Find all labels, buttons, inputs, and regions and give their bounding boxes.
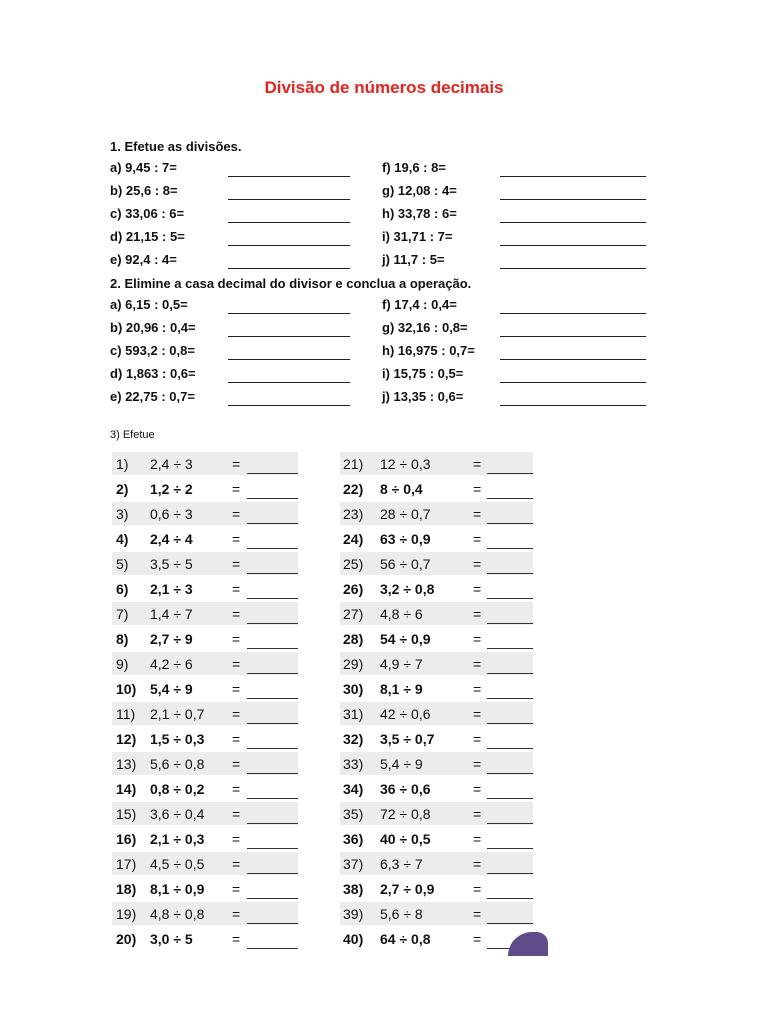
exercise-row <box>110 206 650 229</box>
item-number: 17) <box>116 856 137 872</box>
equals-sign: = <box>232 506 241 522</box>
item-expression: 2,1 ÷ 0,3 <box>150 831 205 847</box>
table-row <box>340 526 533 551</box>
answer-blank[interactable] <box>247 898 298 899</box>
item-expression: 1,4 ÷ 7 <box>150 606 193 622</box>
answer-blank[interactable] <box>247 648 298 649</box>
item-expression: 4,8 ÷ 6 <box>380 606 423 622</box>
exercise-item: b) 20,96 : 0,4= <box>110 320 196 335</box>
item-number: 4) <box>116 531 129 547</box>
table-row <box>340 751 533 776</box>
exercise-item: j) 11,7 : 5= <box>382 252 445 267</box>
answer-blank[interactable] <box>247 873 298 874</box>
row-background <box>340 702 533 725</box>
answer-blank[interactable] <box>247 748 298 749</box>
item-expression: 3,5 ÷ 0,7 <box>380 731 435 747</box>
row-background <box>340 552 533 575</box>
table-row <box>340 501 533 526</box>
answer-line[interactable] <box>228 359 350 360</box>
equals-sign: = <box>232 931 241 947</box>
answer-blank[interactable] <box>487 748 533 749</box>
item-number: 10) <box>116 681 137 697</box>
item-number: 31) <box>343 706 364 722</box>
item-number: 12) <box>116 731 137 747</box>
page-title: Divisão de números decimais <box>264 78 504 97</box>
exercise-item: b) 25,6 : 8= <box>110 183 178 198</box>
exercise-item: i) 31,71 : 7= <box>382 229 453 244</box>
table-row <box>112 851 298 876</box>
item-expression: 42 ÷ 0,6 <box>380 706 431 722</box>
answer-line[interactable] <box>228 199 350 200</box>
item-expression: 56 ÷ 0,7 <box>380 556 431 572</box>
section-2-exercises <box>110 297 650 412</box>
exercise-item: g) 12,08 : 4= <box>382 183 457 198</box>
exercise-item: a) 6,15 : 0,5= <box>110 297 188 312</box>
equals-sign: = <box>473 481 482 497</box>
answer-blank[interactable] <box>247 523 298 524</box>
item-expression: 2,1 ÷ 0,7 <box>150 706 205 722</box>
section-3-label: 3) Efetue <box>110 429 155 441</box>
answer-blank[interactable] <box>247 698 298 699</box>
item-number: 20) <box>116 931 137 947</box>
answer-line[interactable] <box>500 222 646 223</box>
answer-line[interactable] <box>500 176 646 177</box>
answer-blank[interactable] <box>487 923 533 924</box>
table-row <box>340 876 533 901</box>
exercise-row <box>110 389 650 412</box>
equals-sign: = <box>473 806 482 822</box>
answer-line[interactable] <box>500 382 646 383</box>
equals-sign: = <box>232 906 241 922</box>
row-background <box>112 702 298 725</box>
exercise-row <box>110 297 650 320</box>
answer-line[interactable] <box>228 336 350 337</box>
equals-sign: = <box>473 556 482 572</box>
row-background <box>112 802 298 825</box>
item-number: 37) <box>343 856 364 872</box>
item-expression: 12 ÷ 0,3 <box>380 456 431 472</box>
equals-sign: = <box>232 481 241 497</box>
answer-blank[interactable] <box>487 598 533 599</box>
answer-blank[interactable] <box>247 948 298 949</box>
answer-blank[interactable] <box>487 573 533 574</box>
equals-sign: = <box>232 856 241 872</box>
item-expression: 54 ÷ 0,9 <box>380 631 431 647</box>
item-number: 2) <box>116 481 129 497</box>
equals-sign: = <box>473 656 482 672</box>
answer-blank[interactable] <box>487 548 533 549</box>
answer-blank[interactable] <box>247 473 298 474</box>
row-background <box>112 752 298 775</box>
item-expression: 36 ÷ 0,6 <box>380 781 431 797</box>
exercise-item: e) 92,4 : 4= <box>110 252 177 267</box>
table-row <box>340 826 533 851</box>
item-number: 21) <box>343 456 364 472</box>
item-expression: 3,2 ÷ 0,8 <box>380 581 435 597</box>
table-row <box>340 851 533 876</box>
item-expression: 1,2 ÷ 2 <box>150 481 193 497</box>
answer-blank[interactable] <box>247 923 298 924</box>
item-number: 5) <box>116 556 129 572</box>
row-background <box>112 502 298 525</box>
item-expression: 64 ÷ 0,8 <box>380 931 431 947</box>
exercise-row <box>110 229 650 252</box>
answer-line[interactable] <box>500 268 646 269</box>
answer-blank[interactable] <box>247 723 298 724</box>
table-row <box>340 551 533 576</box>
section-1-exercises <box>110 160 650 275</box>
item-expression: 5,4 ÷ 9 <box>150 681 193 697</box>
section-1-heading: 1. Efetue as divisões. <box>110 139 242 154</box>
equals-sign: = <box>473 606 482 622</box>
item-number: 26) <box>343 581 364 597</box>
table-row <box>340 901 533 926</box>
section-2-heading: 2. Elimine a casa decimal do divisor e conclua a operação. <box>110 276 472 291</box>
item-number: 9) <box>116 656 129 672</box>
answer-blank[interactable] <box>487 623 533 624</box>
equals-sign: = <box>232 731 241 747</box>
item-expression: 2,1 ÷ 3 <box>150 581 193 597</box>
row-background <box>340 752 533 775</box>
table-row <box>112 776 298 801</box>
item-number: 25) <box>343 556 364 572</box>
answer-line[interactable] <box>228 245 350 246</box>
answer-line[interactable] <box>228 176 350 177</box>
table-row <box>340 726 533 751</box>
equals-sign: = <box>232 706 241 722</box>
item-number: 19) <box>116 906 137 922</box>
equals-sign: = <box>473 506 482 522</box>
answer-line[interactable] <box>228 268 350 269</box>
item-expression: 63 ÷ 0,9 <box>380 531 431 547</box>
answer-blank[interactable] <box>487 648 533 649</box>
exercise-row <box>110 320 650 343</box>
item-number: 33) <box>343 756 364 772</box>
equals-sign: = <box>232 881 241 897</box>
table-row <box>340 451 533 476</box>
item-expression: 2,4 ÷ 3 <box>150 456 193 472</box>
equals-sign: = <box>473 706 482 722</box>
row-background <box>340 652 533 675</box>
answer-blank[interactable] <box>247 773 298 774</box>
table-row <box>112 751 298 776</box>
exercise-item: i) 15,75 : 0,5= <box>382 366 464 381</box>
answer-line[interactable] <box>228 222 350 223</box>
item-expression: 8,1 ÷ 9 <box>380 681 423 697</box>
equals-sign: = <box>473 456 482 472</box>
equals-sign: = <box>473 581 482 597</box>
answer-line[interactable] <box>500 336 646 337</box>
row-background <box>340 902 533 925</box>
equals-sign: = <box>232 556 241 572</box>
item-number: 39) <box>343 906 364 922</box>
row-background <box>340 802 533 825</box>
item-number: 23) <box>343 506 364 522</box>
equals-sign: = <box>473 856 482 872</box>
item-number: 16) <box>116 831 137 847</box>
equals-sign: = <box>232 756 241 772</box>
item-number: 36) <box>343 831 364 847</box>
item-number: 29) <box>343 656 364 672</box>
item-number: 27) <box>343 606 364 622</box>
item-number: 32) <box>343 731 364 747</box>
row-background <box>112 902 298 925</box>
item-number: 15) <box>116 806 137 822</box>
table-row <box>340 476 533 501</box>
answer-blank[interactable] <box>487 823 533 824</box>
item-number: 6) <box>116 581 129 597</box>
item-expression: 2,7 ÷ 0,9 <box>380 881 435 897</box>
answer-blank[interactable] <box>487 473 533 474</box>
table-row <box>340 676 533 701</box>
table-row <box>340 651 533 676</box>
item-number: 34) <box>343 781 364 797</box>
equals-sign: = <box>232 581 241 597</box>
answer-blank[interactable] <box>487 673 533 674</box>
table-row <box>112 801 298 826</box>
item-expression: 3,5 ÷ 5 <box>150 556 193 572</box>
answer-blank[interactable] <box>247 573 298 574</box>
answer-blank[interactable] <box>247 498 298 499</box>
answer-blank[interactable] <box>247 548 298 549</box>
item-expression: 0,8 ÷ 0,2 <box>150 781 205 797</box>
equals-sign: = <box>473 781 482 797</box>
answer-blank[interactable] <box>487 723 533 724</box>
item-number: 1) <box>116 456 129 472</box>
table-row <box>112 626 298 651</box>
table-row <box>340 926 533 951</box>
answer-blank[interactable] <box>487 848 533 849</box>
item-expression: 5,6 ÷ 0,8 <box>150 756 205 772</box>
exercise-item: c) 593,2 : 0,8= <box>110 343 195 358</box>
equals-sign: = <box>473 906 482 922</box>
item-expression: 0,6 ÷ 3 <box>150 506 193 522</box>
answer-blank[interactable] <box>247 848 298 849</box>
row-background <box>340 502 533 525</box>
item-expression: 3,0 ÷ 5 <box>150 931 193 947</box>
item-expression: 8 ÷ 0,4 <box>380 481 423 497</box>
equals-sign: = <box>232 681 241 697</box>
item-number: 13) <box>116 756 137 772</box>
table-row <box>340 801 533 826</box>
exercise-row <box>110 183 650 206</box>
exercise-item: f) 19,6 : 8= <box>382 160 446 175</box>
equals-sign: = <box>473 681 482 697</box>
item-number: 40) <box>343 931 364 947</box>
item-number: 7) <box>116 606 129 622</box>
item-number: 22) <box>343 481 364 497</box>
table-row <box>112 501 298 526</box>
item-expression: 72 ÷ 0,8 <box>380 806 431 822</box>
item-expression: 4,2 ÷ 6 <box>150 656 193 672</box>
answer-line[interactable] <box>500 359 646 360</box>
table-row <box>112 926 298 951</box>
item-expression: 4,5 ÷ 0,5 <box>150 856 205 872</box>
item-number: 28) <box>343 631 364 647</box>
exercise-item: d) 21,15 : 5= <box>110 229 185 244</box>
equals-sign: = <box>473 631 482 647</box>
item-expression: 5,4 ÷ 9 <box>380 756 423 772</box>
answer-blank[interactable] <box>487 898 533 899</box>
row-background <box>112 652 298 675</box>
table-row <box>112 451 298 476</box>
exercise-item: d) 1,863 : 0,6= <box>110 366 196 381</box>
answer-blank[interactable] <box>487 498 533 499</box>
equals-sign: = <box>473 531 482 547</box>
table-row <box>112 901 298 926</box>
exercise-row <box>110 343 650 366</box>
item-number: 11) <box>116 706 136 722</box>
table-row <box>340 776 533 801</box>
exercise-item: e) 22,75 : 0,7= <box>110 389 195 404</box>
answer-blank[interactable] <box>487 698 533 699</box>
item-number: 14) <box>116 781 137 797</box>
item-expression: 8,1 ÷ 0,9 <box>150 881 205 897</box>
row-background <box>340 452 533 475</box>
equals-sign: = <box>232 831 241 847</box>
exercise-item: h) 33,78 : 6= <box>382 206 457 221</box>
table-row <box>112 526 298 551</box>
answer-line[interactable] <box>228 382 350 383</box>
item-expression: 2,7 ÷ 9 <box>150 631 193 647</box>
item-expression: 3,6 ÷ 0,4 <box>150 806 205 822</box>
table-row <box>112 476 298 501</box>
exercise-item: j) 13,35 : 0,6= <box>382 389 464 404</box>
equals-sign: = <box>473 756 482 772</box>
row-background <box>112 602 298 625</box>
equals-sign: = <box>473 731 482 747</box>
item-expression: 5,6 ÷ 8 <box>380 906 423 922</box>
item-expression: 28 ÷ 0,7 <box>380 506 431 522</box>
item-number: 30) <box>343 681 364 697</box>
exercise-item: a) 9,45 : 7= <box>110 160 177 175</box>
item-expression: 4,8 ÷ 0,8 <box>150 906 205 922</box>
item-number: 35) <box>343 806 364 822</box>
item-expression: 4,9 ÷ 7 <box>380 656 423 672</box>
answer-line[interactable] <box>228 313 350 314</box>
answer-line[interactable] <box>500 199 646 200</box>
item-expression: 1,5 ÷ 0,3 <box>150 731 205 747</box>
row-background <box>112 452 298 475</box>
item-number: 18) <box>116 881 137 897</box>
item-number: 38) <box>343 881 364 897</box>
answer-blank[interactable] <box>487 873 533 874</box>
equals-sign: = <box>232 531 241 547</box>
exercise-row <box>110 366 650 389</box>
table-row <box>340 626 533 651</box>
section-3-right-table <box>340 451 533 951</box>
table-row <box>112 676 298 701</box>
equals-sign: = <box>473 831 482 847</box>
answer-line[interactable] <box>228 405 350 406</box>
exercise-item: f) 17,4 : 0,4= <box>382 297 457 312</box>
answer-line[interactable] <box>500 405 646 406</box>
item-number: 3) <box>116 506 129 522</box>
equals-sign: = <box>473 881 482 897</box>
item-expression: 6,3 ÷ 7 <box>380 856 423 872</box>
item-expression: 2,4 ÷ 4 <box>150 531 193 547</box>
answer-line[interactable] <box>500 245 646 246</box>
row-background <box>112 552 298 575</box>
answer-blank[interactable] <box>247 623 298 624</box>
table-row <box>112 651 298 676</box>
row-background <box>340 602 533 625</box>
table-row <box>340 576 533 601</box>
answer-blank[interactable] <box>247 598 298 599</box>
item-number: 8) <box>116 631 129 647</box>
item-number: 24) <box>343 531 364 547</box>
equals-sign: = <box>232 806 241 822</box>
answer-blank[interactable] <box>247 823 298 824</box>
answer-blank[interactable] <box>487 798 533 799</box>
exercise-item: g) 32,16 : 0,8= <box>382 320 468 335</box>
table-row <box>112 601 298 626</box>
answer-blank[interactable] <box>247 673 298 674</box>
exercise-item: h) 16,975 : 0,7= <box>382 343 475 358</box>
exercise-item: c) 33,06 : 6= <box>110 206 185 221</box>
answer-blank[interactable] <box>487 523 533 524</box>
table-row <box>112 576 298 601</box>
table-row <box>340 701 533 726</box>
equals-sign: = <box>232 656 241 672</box>
exercise-row <box>110 252 650 275</box>
equals-sign: = <box>232 456 241 472</box>
table-row <box>112 551 298 576</box>
answer-blank[interactable] <box>487 773 533 774</box>
table-row <box>112 826 298 851</box>
equals-sign: = <box>232 631 241 647</box>
section-3-left-table <box>112 451 298 951</box>
exercise-row <box>110 160 650 183</box>
answer-line[interactable] <box>500 313 646 314</box>
table-row <box>340 601 533 626</box>
table-row <box>112 876 298 901</box>
table-row <box>112 726 298 751</box>
row-background <box>340 852 533 875</box>
item-expression: 40 ÷ 0,5 <box>380 831 431 847</box>
equals-sign: = <box>473 931 482 947</box>
row-background <box>112 852 298 875</box>
equals-sign: = <box>232 606 241 622</box>
answer-blank[interactable] <box>247 798 298 799</box>
equals-sign: = <box>232 781 241 797</box>
table-row <box>112 701 298 726</box>
